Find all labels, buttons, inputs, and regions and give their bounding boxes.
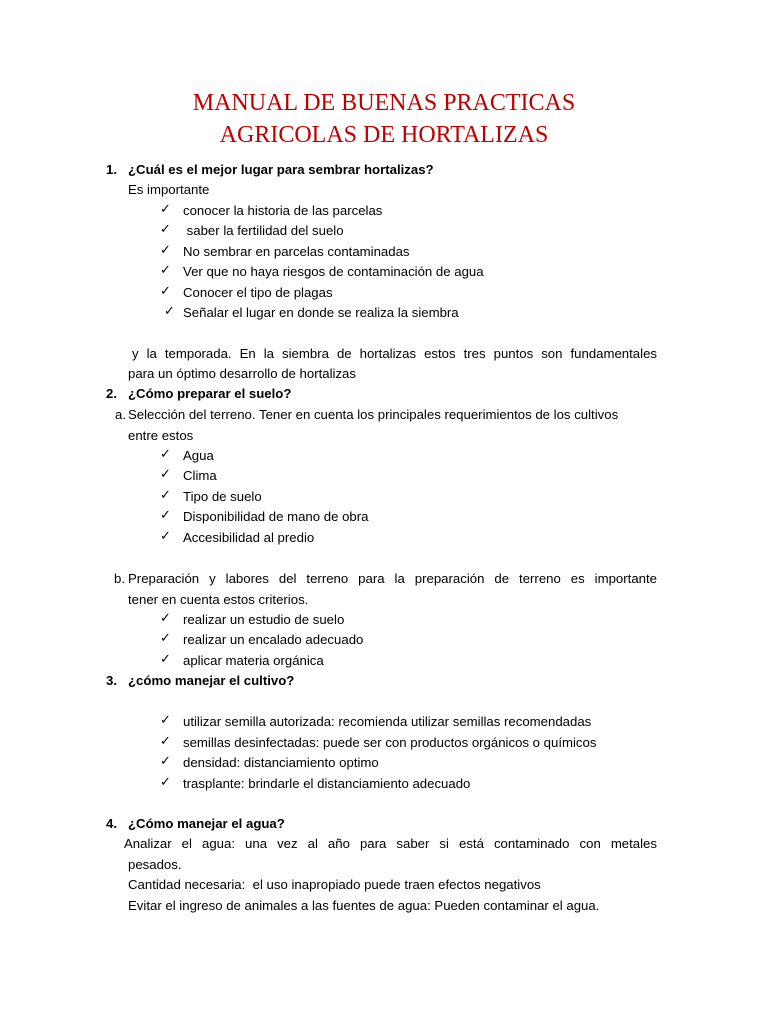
check-icon: ✓: [160, 467, 171, 482]
q2-a-marker: a.: [115, 407, 126, 422]
q2-a-item: Clima: [183, 468, 217, 483]
q3-number: 3.: [106, 673, 117, 688]
q1-item: Ver que no haya riesgos de contaminación de agua: [183, 264, 484, 279]
q3-item: semillas desinfectadas: puede ser con productos orgánicos o químicos: [183, 735, 597, 750]
q2-a-item: Agua: [183, 448, 214, 463]
q1-paragraph-line-2: para un óptimo desarrollo de hortalizas: [128, 366, 356, 381]
q1-item: No sembrar en parcelas contaminadas: [183, 244, 410, 259]
document-title-line-1: MANUAL DE BUENAS PRACTICAS: [192, 90, 576, 116]
check-icon: ✓: [160, 222, 171, 237]
q2-question: ¿Cómo preparar el suelo?: [128, 386, 292, 401]
check-icon: ✓: [160, 652, 171, 667]
check-icon: ✓: [160, 243, 171, 258]
q3-item: utilizar semilla autorizada: recomienda utilizar semillas recomendadas: [183, 714, 592, 729]
check-icon: ✓: [160, 631, 171, 646]
check-icon: ✓: [160, 734, 171, 749]
check-icon: ✓: [160, 713, 171, 728]
q1-intro: Es importante: [128, 182, 210, 197]
check-icon: ✓: [160, 202, 171, 217]
q3-item: densidad: distanciamiento optimo: [183, 755, 379, 770]
q1-item: saber la fertilidad del suelo: [183, 223, 344, 238]
q1-number: 1.: [106, 162, 117, 177]
q2-a-item: Disponibilidad de mano de obra: [183, 509, 369, 524]
q2-a-line-2: entre estos: [128, 428, 194, 443]
check-icon: ✓: [160, 508, 171, 523]
q3-item: trasplante: brindarle el distanciamiento adecuado: [183, 776, 471, 791]
q4-line-3: Cantidad necesaria: el uso inapropiado puede traen efectos negativos: [128, 877, 541, 892]
q2-b-item: aplicar materia orgánica: [183, 653, 324, 668]
q2-b-item: realizar un estudio de suelo: [183, 612, 345, 627]
q2-b-marker: b.: [114, 571, 125, 586]
check-icon: ✓: [160, 488, 171, 503]
q1-question: ¿Cuál es el mejor lugar para sembrar hortalizas?: [128, 162, 434, 177]
check-icon: ✓: [160, 447, 171, 462]
check-icon: ✓: [160, 775, 171, 790]
q2-number: 2.: [106, 386, 117, 401]
check-icon: ✓: [160, 529, 171, 544]
check-icon: ✓: [160, 611, 171, 626]
q2-b-item: realizar un encalado adecuado: [183, 632, 364, 647]
check-icon: ✓: [160, 754, 171, 769]
q2-a-line-1: Selección del terreno. Tener en cuenta los principales requerimientos de los cultivos: [128, 407, 619, 422]
q2-b-line-1: Preparación y labores del terreno para la preparación de terreno es importante: [128, 571, 657, 586]
q2-a-item: Tipo de suelo: [183, 489, 262, 504]
q1-item: Señalar el lugar en donde se realiza la siembra: [183, 305, 459, 320]
q1-item: Conocer el tipo de plagas: [183, 285, 333, 300]
q4-line-4: Evitar el ingreso de animales a las fuentes de agua: Pueden contaminar el agua.: [128, 898, 600, 913]
check-icon: ✓: [160, 284, 171, 299]
q4-number: 4.: [106, 816, 117, 831]
q4-line-1: Analizar el agua: una vez al año para saber si está contaminado con metales: [124, 836, 657, 851]
q4-question: ¿Cómo manejar el agua?: [128, 816, 285, 831]
q1-item: conocer la historia de las parcelas: [183, 203, 383, 218]
q2-b-line-2: tener en cuenta estos criterios.: [128, 592, 309, 607]
check-icon: ✓: [164, 304, 175, 319]
q4-line-2: pesados.: [128, 857, 182, 872]
document-title-line-2: AGRICOLAS DE HORTALIZAS: [219, 122, 549, 148]
check-icon: ✓: [160, 263, 171, 278]
q2-a-item: Accesibilidad al predio: [183, 530, 315, 545]
q3-question: ¿cómo manejar el cultivo?: [128, 673, 295, 688]
q1-paragraph-line-1: y la temporada. En la siembra de hortalizas estos tres puntos son fundamentales: [132, 346, 657, 361]
